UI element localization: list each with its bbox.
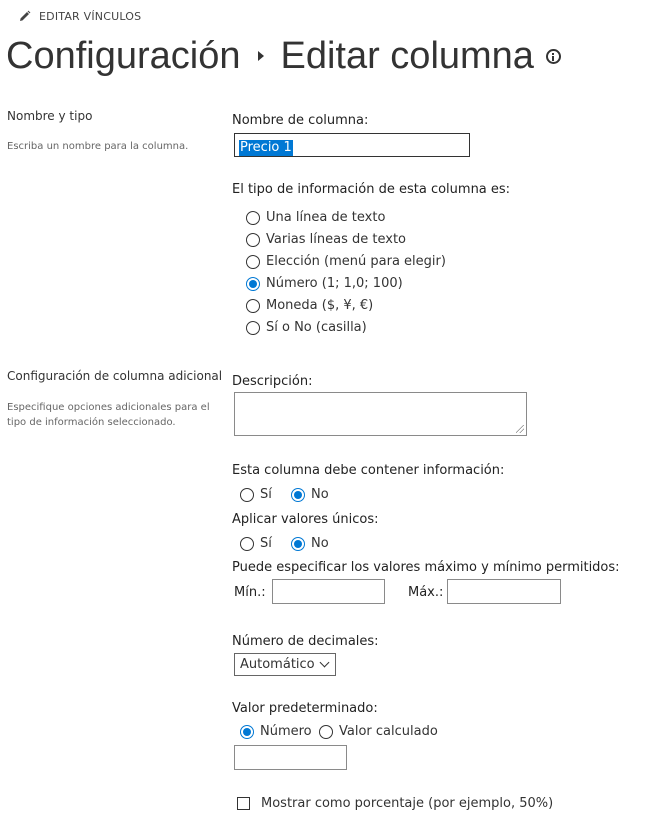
percentage-label: Mostrar como porcentaje (por ejemplo, 50%): [261, 796, 554, 811]
min-label: Mín.:: [234, 585, 266, 600]
required-no-option[interactable]: [291, 487, 329, 502]
section-desc-additional: Especifique opciones adicionales para el tipo de información seleccionado.: [7, 402, 210, 428]
unique-no-label: No: [311, 536, 329, 551]
decimals-selected-value: Automático: [240, 657, 315, 672]
type-option-number[interactable]: [246, 276, 403, 291]
decimals-label: Número de decimales:: [232, 634, 379, 649]
radio-button[interactable]: [246, 299, 260, 313]
required-yes-option[interactable]: [240, 487, 272, 502]
page-title: [6, 28, 561, 84]
min-value-input[interactable]: [272, 579, 385, 604]
type-option-multi-line[interactable]: [246, 232, 406, 247]
percentage-checkbox[interactable]: [237, 797, 250, 810]
unique-no-option[interactable]: [291, 536, 329, 551]
type-option-label: Sí o No (casilla): [266, 320, 367, 335]
description-label: Descripción:: [232, 374, 313, 389]
column-type-label: El tipo de información de esta columna es:: [232, 182, 511, 197]
radio-button[interactable]: [319, 725, 333, 739]
chevron-down-icon: [320, 658, 330, 668]
radio-button-checked[interactable]: [246, 277, 260, 291]
type-option-yes-no[interactable]: [246, 320, 367, 335]
type-option-label: Moneda ($, ¥, €): [266, 298, 374, 313]
type-option-label: Varias líneas de texto: [266, 232, 407, 247]
default-value-input[interactable]: [234, 745, 347, 770]
section-title-additional: Configuración de columna adicional: [7, 369, 223, 383]
column-name-input[interactable]: [234, 133, 470, 157]
column-name-value: Precio 1: [240, 140, 292, 155]
type-option-label: Una línea de texto: [266, 210, 386, 225]
edit-links-label: EDITAR VÍNCULOS: [39, 10, 142, 23]
section-title-name-type: Nombre y tipo: [7, 109, 93, 123]
required-yes-label: Sí: [260, 487, 272, 502]
section-desc-name-type: Escriba un nombre para la columna.: [7, 141, 189, 152]
radio-button-checked[interactable]: [291, 537, 305, 551]
unique-label: Aplicar valores únicos:: [232, 512, 379, 527]
type-option-currency[interactable]: [246, 298, 373, 313]
type-option-label: Elección (menú para elegir): [266, 254, 446, 269]
pencil-icon: [18, 10, 31, 23]
percentage-option[interactable]: [237, 796, 553, 811]
type-option-choice[interactable]: [246, 254, 446, 269]
column-name-label: Nombre de columna:: [232, 113, 369, 128]
radio-button[interactable]: [240, 488, 254, 502]
decimals-select[interactable]: [234, 653, 336, 676]
info-icon[interactable]: [546, 49, 561, 64]
radio-button[interactable]: [246, 211, 260, 225]
breadcrumb-parent[interactable]: Configuración: [6, 35, 241, 77]
unique-yes-option[interactable]: [240, 536, 272, 551]
default-calculated-option[interactable]: [319, 724, 438, 739]
default-value-label: Valor predeterminado:: [232, 701, 378, 716]
resize-grip-icon[interactable]: [516, 425, 524, 433]
default-number-option[interactable]: [240, 724, 312, 739]
breadcrumb-arrow-icon: [258, 51, 264, 61]
range-label: Puede especificar los valores máximo y mínimo permitidos:: [232, 560, 620, 575]
unique-yes-label: Sí: [260, 536, 272, 551]
edit-links-button[interactable]: [18, 10, 141, 23]
required-label: Esta columna debe contener información:: [232, 463, 505, 478]
default-calculated-label: Valor calculado: [339, 724, 438, 739]
radio-button[interactable]: [246, 255, 260, 269]
breadcrumb-current: Editar columna: [280, 35, 534, 77]
radio-button-checked[interactable]: [291, 488, 305, 502]
type-option-single-line[interactable]: [246, 210, 385, 225]
max-label: Máx.:: [408, 585, 444, 600]
radio-button-checked[interactable]: [240, 725, 254, 739]
default-number-label: Número: [260, 724, 312, 739]
required-no-label: No: [311, 487, 329, 502]
description-textarea[interactable]: [234, 392, 527, 436]
max-value-input[interactable]: [447, 579, 561, 604]
radio-button[interactable]: [246, 321, 260, 335]
radio-button[interactable]: [240, 537, 254, 551]
radio-button[interactable]: [246, 233, 260, 247]
type-option-label: Número (1; 1,0; 100): [266, 276, 403, 291]
